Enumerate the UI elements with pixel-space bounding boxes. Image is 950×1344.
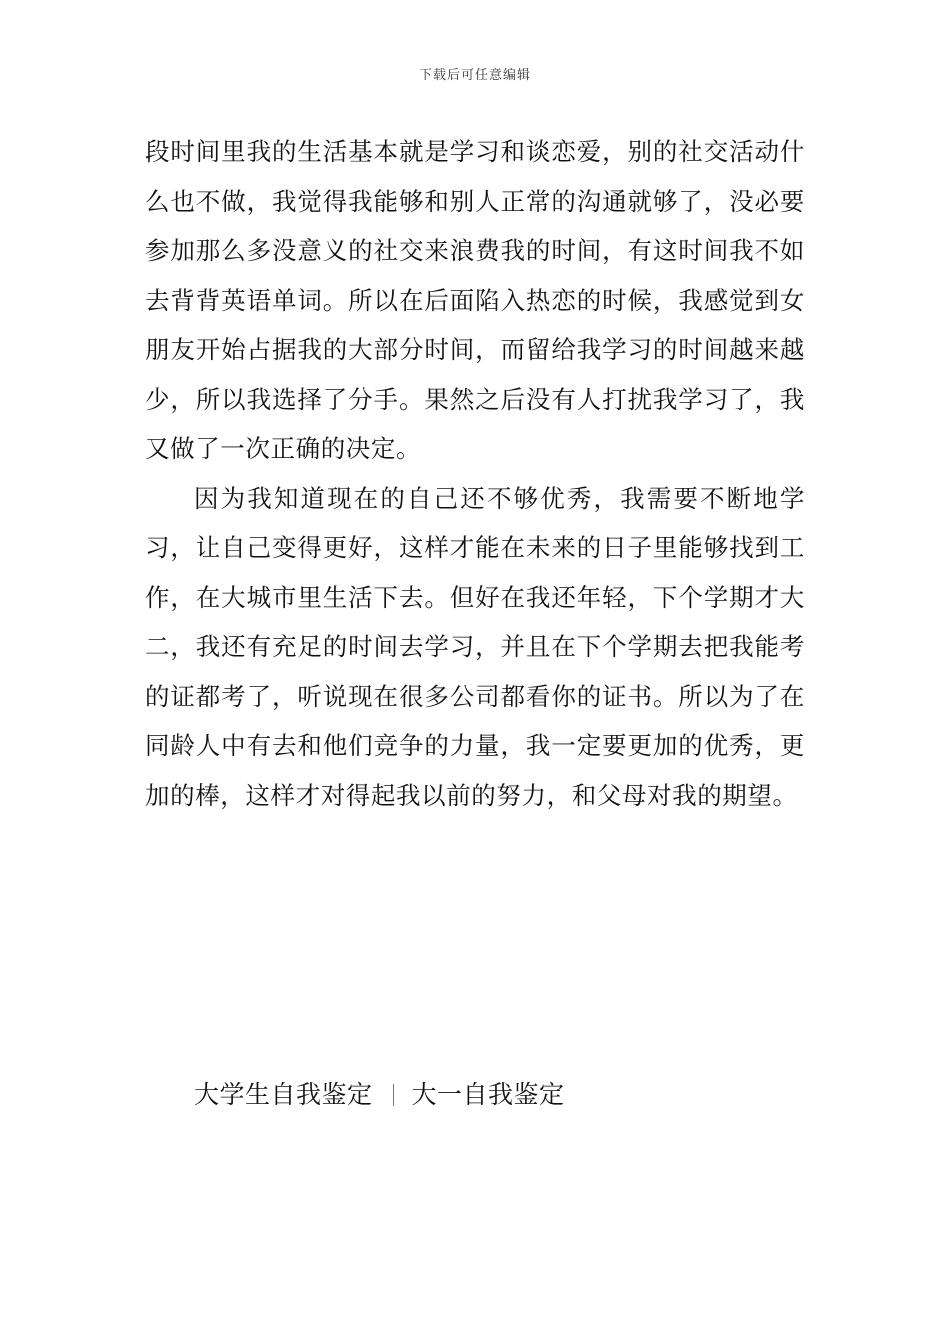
footer-category: 大学生自我鉴定 xyxy=(194,1080,373,1109)
footer-subcategory: 大一自我鉴定 xyxy=(411,1080,565,1109)
footer-divider xyxy=(393,1084,394,1106)
paragraph-main: 因为我知道现在的自己还不够优秀，我需要不断地学习，让自己变得更好，这样才能在未来的日子里能够找到工作，在大城市里生活下去。但好在我还年轻，下个学期才大二，我还有充足的时间去学习，并且在下个学期去把我能考的证都考了，听说现在很多公司都看你的证书。所以为了在同龄人中有去和他们竞争的力量，我一定要更加的优秀，更加的棒，这样才对得起我以前的努力，和父母对我的期望。 xyxy=(145,483,805,810)
footer-breadcrumb xyxy=(194,1073,565,1117)
page-header-note: 下载后可任意编辑 xyxy=(418,68,531,83)
paragraph-continued: 段时间里我的生活基本就是学习和谈恋爱，别的社交活动什么也不做，我觉得我能够和别人正常的沟通就够了，没必要参加那么多没意义的社交来浪费我的时间，有这时间我不如去背背英语单词。所以在后面陷入热恋的时候，我感觉到女朋友开始占据我的大部分时间，而留给我学习的时间越来越少，所以我选择了分手。果然之后没有人打扰我学习了，我又做了一次正确的决定。 xyxy=(145,137,805,463)
document-body xyxy=(145,127,805,820)
